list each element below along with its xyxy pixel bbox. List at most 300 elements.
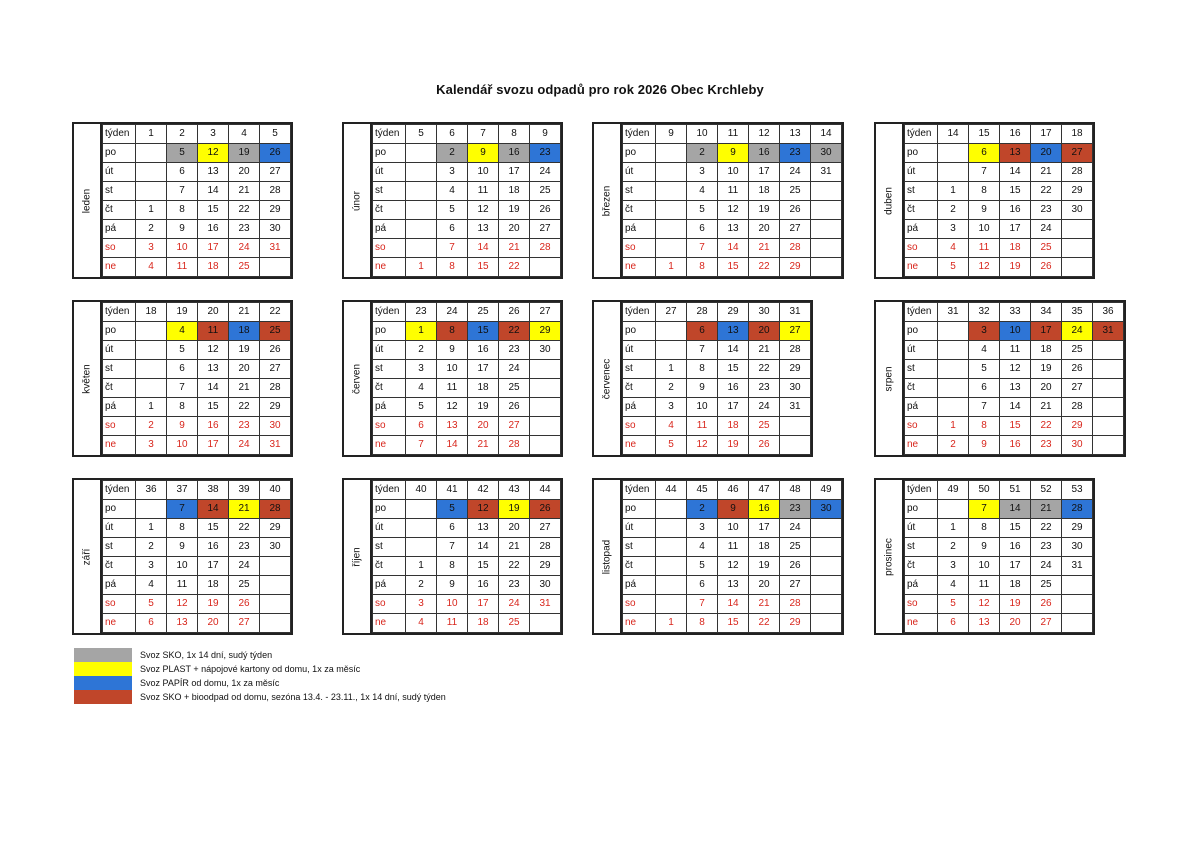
week-number: 29 [718, 303, 749, 322]
day-cell [938, 500, 969, 519]
day-cell: 5 [938, 258, 969, 277]
row-label: út [623, 519, 656, 538]
row-label: st [905, 538, 938, 557]
row-label: čt [905, 379, 938, 398]
pickup-day-cell: 12 [198, 144, 229, 163]
day-cell: 8 [167, 519, 198, 538]
day-cell: 5 [687, 201, 718, 220]
day-cell: 22 [229, 398, 260, 417]
week-number: 48 [780, 481, 811, 500]
day-cell: 21 [499, 239, 530, 258]
row-label: ne [623, 614, 656, 633]
day-cell: 24 [499, 360, 530, 379]
row-label: so [373, 417, 406, 436]
month-červen [342, 300, 563, 457]
day-cell: 30 [260, 220, 291, 239]
day-cell: 17 [468, 595, 499, 614]
row-label: po [623, 322, 656, 341]
day-row-út [623, 341, 811, 360]
row-label: po [103, 144, 136, 163]
row-label: so [623, 595, 656, 614]
day-cell: 14 [718, 239, 749, 258]
month-květen [72, 300, 293, 457]
day-cell: 5 [656, 436, 687, 455]
day-cell [260, 595, 291, 614]
week-number: 1 [136, 125, 167, 144]
row-label: st [623, 360, 656, 379]
day-cell [780, 417, 811, 436]
pickup-day-cell: 20 [1031, 144, 1062, 163]
day-row-pá [103, 398, 291, 417]
day-row-ne [905, 436, 1124, 455]
week-number: 41 [437, 481, 468, 500]
row-label: čt [623, 379, 656, 398]
day-cell: 14 [718, 595, 749, 614]
day-cell: 1 [938, 417, 969, 436]
week-number: 31 [938, 303, 969, 322]
day-cell: 22 [499, 258, 530, 277]
month-name [74, 480, 102, 633]
day-cell [656, 163, 687, 182]
month-name [344, 124, 372, 277]
day-cell: 13 [468, 519, 499, 538]
month-name-label: prosinec [883, 537, 895, 576]
pickup-day-cell: 28 [1062, 500, 1093, 519]
row-label: so [905, 239, 938, 258]
day-cell: 25 [499, 614, 530, 633]
day-cell: 13 [198, 360, 229, 379]
day-cell: 19 [1000, 595, 1031, 614]
pickup-day-cell: 21 [1031, 500, 1062, 519]
month-name [74, 124, 102, 277]
day-row-pá [373, 220, 561, 239]
day-cell: 12 [718, 201, 749, 220]
pickup-day-cell: 2 [687, 500, 718, 519]
pickup-day-cell: 23 [780, 144, 811, 163]
week-number: 5 [406, 125, 437, 144]
row-label: po [905, 322, 938, 341]
week-number: 40 [260, 481, 291, 500]
month-table [102, 302, 291, 455]
day-row-po [905, 500, 1093, 519]
week-number: 26 [499, 303, 530, 322]
day-row-so [623, 595, 842, 614]
day-cell: 10 [969, 557, 1000, 576]
month-name [876, 302, 904, 455]
month-name-label: únor [351, 190, 363, 211]
week-number: 24 [437, 303, 468, 322]
day-cell: 11 [437, 379, 468, 398]
day-cell [656, 239, 687, 258]
day-row-so [373, 595, 561, 614]
row-label: so [373, 595, 406, 614]
day-cell [136, 379, 167, 398]
day-cell [530, 398, 561, 417]
day-cell [406, 220, 437, 239]
pickup-day-cell: 15 [468, 322, 499, 341]
day-cell: 12 [718, 557, 749, 576]
day-cell: 10 [687, 398, 718, 417]
day-cell: 18 [749, 182, 780, 201]
day-cell: 16 [1000, 538, 1031, 557]
day-row-út [373, 341, 561, 360]
row-label: so [905, 417, 938, 436]
week-number: 14 [938, 125, 969, 144]
week-number: 2 [167, 125, 198, 144]
pickup-day-cell: 30 [811, 144, 842, 163]
day-cell: 31 [260, 239, 291, 258]
day-cell [1062, 239, 1093, 258]
day-cell: 27 [780, 220, 811, 239]
day-cell: 8 [437, 557, 468, 576]
day-cell: 10 [167, 436, 198, 455]
day-row-čt [623, 379, 811, 398]
day-cell: 1 [656, 258, 687, 277]
day-cell [811, 201, 842, 220]
pickup-day-cell: 17 [1031, 322, 1062, 341]
day-row-čt [103, 557, 291, 576]
row-label: st [373, 538, 406, 557]
day-cell: 18 [468, 614, 499, 633]
day-cell: 2 [136, 538, 167, 557]
day-cell: 22 [229, 519, 260, 538]
week-number: 3 [198, 125, 229, 144]
week-number: 9 [656, 125, 687, 144]
week-row [905, 303, 1124, 322]
row-label: st [103, 182, 136, 201]
legend-swatch [74, 648, 132, 662]
day-cell: 4 [136, 576, 167, 595]
week-number: 50 [969, 481, 1000, 500]
pickup-day-cell: 21 [229, 500, 260, 519]
day-cell: 2 [406, 576, 437, 595]
day-cell: 19 [499, 201, 530, 220]
pickup-day-cell: 12 [468, 500, 499, 519]
month-name [594, 480, 622, 633]
day-cell: 14 [198, 379, 229, 398]
day-cell: 24 [499, 595, 530, 614]
week-number: 35 [1062, 303, 1093, 322]
row-label: pá [103, 220, 136, 239]
day-cell [406, 182, 437, 201]
week-number: 33 [1000, 303, 1031, 322]
row-label: út [373, 519, 406, 538]
row-label: so [623, 239, 656, 258]
row-label: ne [623, 258, 656, 277]
week-number: 36 [136, 481, 167, 500]
day-cell: 8 [969, 519, 1000, 538]
week-number: 14 [811, 125, 842, 144]
week-number: 51 [1000, 481, 1031, 500]
day-cell: 2 [938, 538, 969, 557]
day-cell: 15 [718, 360, 749, 379]
day-cell: 20 [749, 576, 780, 595]
row-label: pá [103, 576, 136, 595]
day-cell: 11 [167, 258, 198, 277]
day-cell: 21 [229, 379, 260, 398]
day-cell: 9 [969, 201, 1000, 220]
month-září [72, 478, 293, 635]
day-cell: 24 [229, 557, 260, 576]
day-cell: 6 [687, 576, 718, 595]
day-row-ne [905, 614, 1093, 633]
day-cell: 28 [260, 379, 291, 398]
day-cell: 10 [468, 163, 499, 182]
row-label: po [373, 322, 406, 341]
day-cell: 18 [198, 576, 229, 595]
legend-item [74, 648, 446, 662]
day-row-pá [373, 398, 561, 417]
day-row-pá [623, 398, 811, 417]
day-cell: 13 [198, 163, 229, 182]
legend-item [74, 662, 446, 676]
day-cell [1093, 341, 1124, 360]
pickup-day-cell: 16 [499, 144, 530, 163]
day-cell [656, 519, 687, 538]
day-cell [406, 500, 437, 519]
day-cell: 17 [198, 436, 229, 455]
day-cell: 9 [167, 417, 198, 436]
day-cell: 24 [1031, 557, 1062, 576]
row-label: po [905, 500, 938, 519]
row-label: út [373, 163, 406, 182]
day-cell: 16 [718, 379, 749, 398]
day-cell: 18 [468, 379, 499, 398]
week-number: 46 [718, 481, 749, 500]
day-cell: 23 [1031, 538, 1062, 557]
week-number: 30 [749, 303, 780, 322]
pickup-day-cell: 25 [260, 322, 291, 341]
week-row [623, 125, 842, 144]
month-únor [342, 122, 563, 279]
day-cell: 9 [969, 436, 1000, 455]
row-label: st [905, 360, 938, 379]
day-cell [530, 258, 561, 277]
day-cell: 6 [167, 360, 198, 379]
day-row-út [623, 519, 842, 538]
day-cell: 4 [406, 379, 437, 398]
legend-text: Svoz PAPÍR od domu, 1x za měsíc [140, 678, 280, 688]
legend [74, 648, 446, 704]
day-cell: 1 [938, 519, 969, 538]
day-row-pá [103, 220, 291, 239]
week-number: 10 [687, 125, 718, 144]
day-cell: 27 [260, 163, 291, 182]
day-cell: 11 [969, 239, 1000, 258]
day-cell [811, 258, 842, 277]
day-row-pá [623, 220, 842, 239]
day-cell: 11 [468, 182, 499, 201]
day-row-so [623, 239, 842, 258]
week-number: 45 [687, 481, 718, 500]
pickup-day-cell: 16 [749, 500, 780, 519]
day-cell: 23 [1031, 201, 1062, 220]
day-cell: 2 [136, 417, 167, 436]
week-number: 36 [1093, 303, 1124, 322]
day-cell: 17 [198, 557, 229, 576]
day-cell: 22 [1031, 417, 1062, 436]
day-cell: 19 [1031, 360, 1062, 379]
day-cell: 26 [1062, 360, 1093, 379]
day-cell: 24 [780, 163, 811, 182]
day-cell [938, 398, 969, 417]
row-label: so [623, 417, 656, 436]
day-cell [811, 239, 842, 258]
day-cell [136, 322, 167, 341]
day-cell [136, 360, 167, 379]
day-row-po [905, 144, 1093, 163]
row-label: st [373, 182, 406, 201]
pickup-day-cell: 19 [229, 144, 260, 163]
month-table [904, 302, 1124, 455]
day-row-st [373, 360, 561, 379]
day-cell: 29 [780, 614, 811, 633]
day-cell: 25 [1031, 576, 1062, 595]
day-cell: 29 [1062, 417, 1093, 436]
day-cell [406, 201, 437, 220]
week-row [623, 481, 842, 500]
day-row-so [373, 239, 561, 258]
day-cell: 5 [687, 557, 718, 576]
day-cell: 10 [437, 595, 468, 614]
day-cell: 27 [260, 360, 291, 379]
day-cell: 21 [229, 182, 260, 201]
pickup-day-cell: 7 [969, 500, 1000, 519]
month-name [74, 302, 102, 455]
day-cell [656, 144, 687, 163]
pickup-day-cell: 9 [718, 500, 749, 519]
day-cell: 15 [468, 258, 499, 277]
day-cell: 28 [780, 595, 811, 614]
day-cell [260, 258, 291, 277]
day-row-čt [623, 557, 842, 576]
month-name [594, 124, 622, 277]
row-label: út [905, 519, 938, 538]
day-cell: 25 [780, 538, 811, 557]
week-number: 18 [136, 303, 167, 322]
day-cell: 21 [499, 538, 530, 557]
day-cell: 15 [1000, 182, 1031, 201]
day-cell: 13 [718, 576, 749, 595]
row-label: čt [103, 379, 136, 398]
week-row [103, 481, 291, 500]
week-number: 22 [260, 303, 291, 322]
day-cell: 2 [136, 220, 167, 239]
day-cell: 13 [437, 417, 468, 436]
row-label: ne [103, 258, 136, 277]
day-cell: 22 [1031, 182, 1062, 201]
row-label: pá [373, 220, 406, 239]
day-cell: 24 [749, 398, 780, 417]
day-cell: 22 [749, 258, 780, 277]
row-label: ne [373, 614, 406, 633]
day-cell: 20 [229, 360, 260, 379]
week-number: 38 [198, 481, 229, 500]
day-cell: 2 [656, 379, 687, 398]
day-row-st [103, 182, 291, 201]
day-cell: 11 [437, 614, 468, 633]
pickup-day-cell: 27 [1062, 144, 1093, 163]
day-row-so [373, 417, 561, 436]
day-cell: 7 [437, 239, 468, 258]
day-row-pá [905, 398, 1124, 417]
row-label: týden [623, 481, 656, 500]
row-label: po [373, 500, 406, 519]
day-cell: 3 [687, 163, 718, 182]
row-label: pá [623, 576, 656, 595]
day-row-út [103, 341, 291, 360]
day-cell: 27 [1031, 614, 1062, 633]
day-cell: 2 [938, 201, 969, 220]
day-cell: 5 [136, 595, 167, 614]
day-cell: 31 [1062, 557, 1093, 576]
row-label: so [373, 239, 406, 258]
day-cell: 13 [969, 614, 1000, 633]
row-label: po [103, 500, 136, 519]
row-label: pá [905, 398, 938, 417]
day-cell: 7 [969, 398, 1000, 417]
day-cell: 16 [468, 576, 499, 595]
day-cell: 29 [1062, 182, 1093, 201]
day-cell: 3 [938, 220, 969, 239]
day-cell: 2 [406, 341, 437, 360]
day-cell: 5 [167, 341, 198, 360]
day-cell: 8 [687, 614, 718, 633]
pickup-day-cell: 13 [718, 322, 749, 341]
row-label: po [373, 144, 406, 163]
row-label: čt [373, 201, 406, 220]
day-cell: 5 [437, 201, 468, 220]
day-cell: 12 [468, 201, 499, 220]
row-label: po [623, 500, 656, 519]
day-row-čt [373, 557, 561, 576]
pickup-day-cell: 1 [406, 322, 437, 341]
day-cell: 30 [1062, 201, 1093, 220]
day-row-ne [103, 258, 291, 277]
row-label: čt [905, 557, 938, 576]
day-cell: 29 [780, 258, 811, 277]
day-row-út [623, 163, 842, 182]
day-cell: 7 [687, 239, 718, 258]
pickup-day-cell: 6 [969, 144, 1000, 163]
day-cell: 3 [136, 557, 167, 576]
day-cell [656, 341, 687, 360]
day-row-út [103, 519, 291, 538]
day-cell: 9 [687, 379, 718, 398]
day-cell: 12 [687, 436, 718, 455]
day-cell [780, 436, 811, 455]
row-label: st [905, 182, 938, 201]
day-cell [1093, 360, 1124, 379]
day-cell: 15 [198, 201, 229, 220]
day-cell: 26 [1031, 258, 1062, 277]
day-cell: 29 [260, 519, 291, 538]
week-number: 52 [1031, 481, 1062, 500]
pickup-day-cell: 31 [1093, 322, 1124, 341]
pickup-day-cell: 4 [167, 322, 198, 341]
pickup-day-cell: 29 [530, 322, 561, 341]
week-number: 27 [656, 303, 687, 322]
row-label: čt [103, 201, 136, 220]
day-cell: 26 [499, 398, 530, 417]
week-row [623, 303, 811, 322]
day-row-pá [905, 220, 1093, 239]
day-cell: 28 [530, 239, 561, 258]
week-number: 19 [167, 303, 198, 322]
day-cell: 14 [468, 538, 499, 557]
month-name-label: srpen [883, 365, 895, 392]
day-cell: 18 [749, 538, 780, 557]
